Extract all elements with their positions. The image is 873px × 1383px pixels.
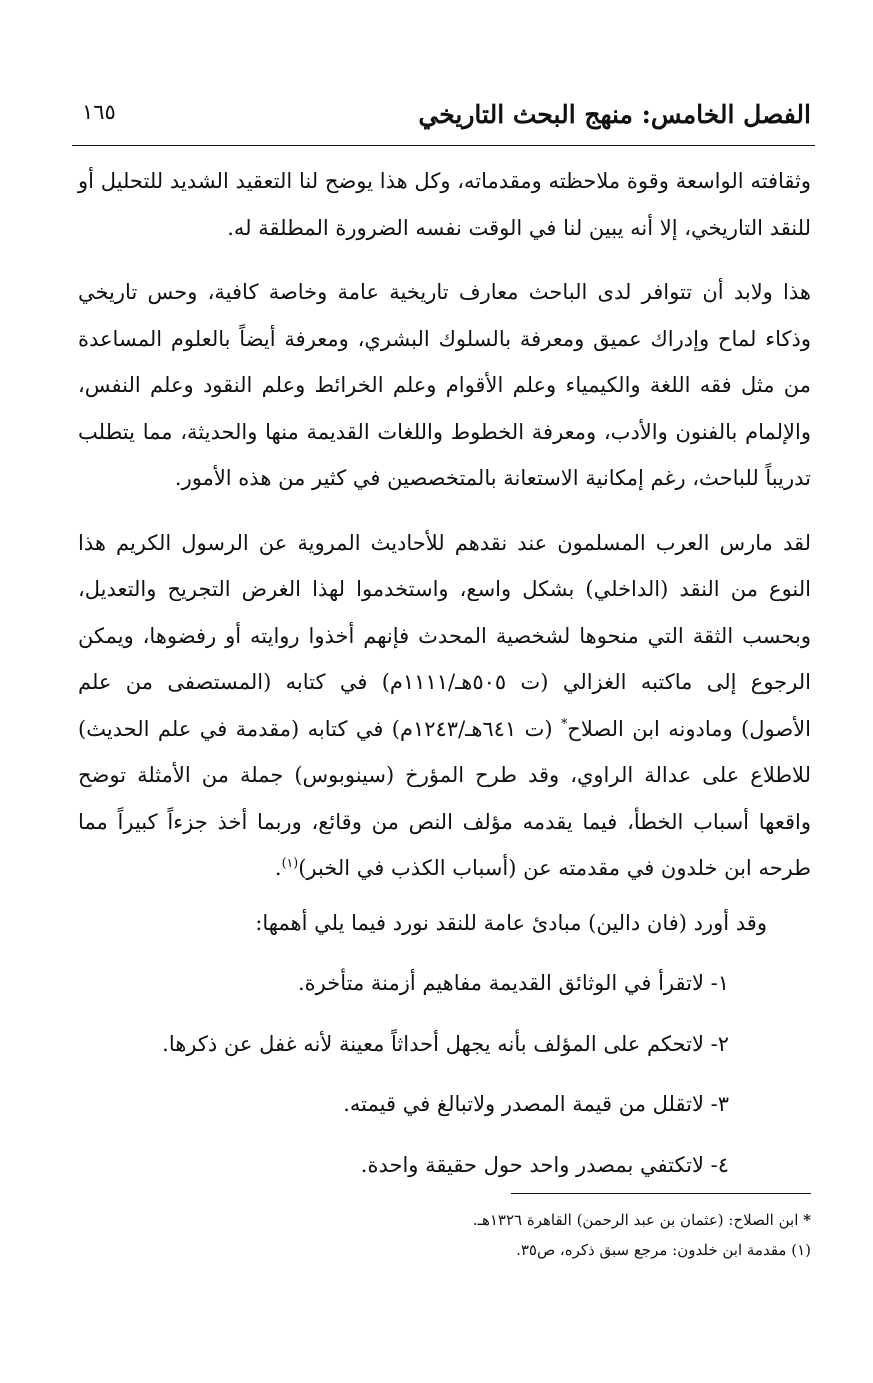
- list-item-1: ١- لاتقرأ في الوثائق القديمة مفاهيم أزمنة متأخرة.: [297, 971, 729, 995]
- footnote-star-mark: *: [803, 1211, 811, 1229]
- footnote-rule: [511, 1193, 811, 1194]
- footnote-star-text: ابن الصلاح: (عثمان بن عبد الرحمن) القاهرة ١٣٢٦هـ.: [472, 1211, 804, 1229]
- footnote-star-marker: *: [561, 715, 568, 731]
- list-item-4: ٤- لاتكتفي بمصدر واحد حول حقيقة واحدة.: [360, 1152, 729, 1177]
- list-intro: وقد أورد (فان دالين) مبادئ عامة للنقد نورد فيما يلي أهمها:: [255, 910, 767, 935]
- paragraph-3-part-2: (ت ٦٤١هـ/١٢٤٣م) في كتابه (مقدمة في علم الحديث) للاطلاع على عدالة الراوي، وقد طرح المؤرخ (سينوبوس) جملة من الأمثلة توضح واقعها أسباب الخطأ، فيما يقدمه مؤلف النص من وقائع، وربما أخذ جزءاً كبيراً مما طرحه ابن خلدون في مقدمته عن (أسباب الكذب في الخبر): [78, 716, 811, 880]
- body-text: [78, 158, 811, 1188]
- page-number: ١٦٥: [82, 100, 116, 124]
- paragraph-2: هذا ولابد أن تتوافر لدى الباحث معارف تاريخية عامة وخاصة كافية، وحس تاريخي وذكاء لماح وإدراك عميق ومعرفة بالسلوك البشري، ومعرفة أيضاً بالعلوم المساعدة من مثل فقه اللغة والكيمياء وعلم الأقوام وعلم الخرائط وعلم النقود وعلم النفس، والإلمام بالفنون والأدب، ومعرفة الخطوط واللغات القديمة منها والحديثة، مما يتطلب تدريباً للباحث، رغم إمكانية الاستعانة بالمتخصصين في كثير من هذه الأمور.: [78, 280, 811, 490]
- footnotes: [78, 1205, 811, 1265]
- paragraph-3-end: .: [274, 856, 282, 880]
- running-title: الفصل الخامس: منهج البحث التاريخي: [418, 100, 811, 129]
- list-item-3: ٣- لاتقلل من قيمة المصدر ولاتبالغ في قيمته.: [343, 1092, 729, 1116]
- paragraph-1: وثقافته الواسعة وقوة ملاحظته ومقدماته، وكل هذا يوضح لنا التعقيد الشديد للتحليل أو للنقد التاريخي، إلا أنه يبين لنا في الوقت نفسه الضرورة المطلقة له.: [78, 169, 811, 240]
- footnote-star: [78, 1205, 811, 1235]
- list-item-2: ٢- لاتحكم على المؤلف بأنه يجهل أحداثاً معينة لأنه غفل عن ذكرها.: [162, 1031, 729, 1056]
- paragraph-3-part-1: لقد مارس العرب المسلمون عند نقدهم للأحاديث المروية عن الرسول الكريم هذا النوع من النقد (الداخلي) بشكل واسع، واستخدموا لهذا الغرض التجريح والتعديل، وبحسب الثقة التي منحوها لشخصية المحدث فإنهم أخذوا روايته أو رفضوها، ويمكن الرجوع إلى ماكتبه الغزالي (ت ٥٠٥هـ/١١١١م) في كتابه (المستصفى من علم الأصول) ومادونه ابن الصلاح: [78, 530, 811, 741]
- footnote-ref-1: (١): [281, 855, 299, 870]
- header-rule: [72, 145, 815, 146]
- paragraph-3: [78, 520, 811, 892]
- footnote-1: (١) مقدمة ابن خلدون: مرجع سبق ذكره، ص٣٥.: [516, 1241, 811, 1259]
